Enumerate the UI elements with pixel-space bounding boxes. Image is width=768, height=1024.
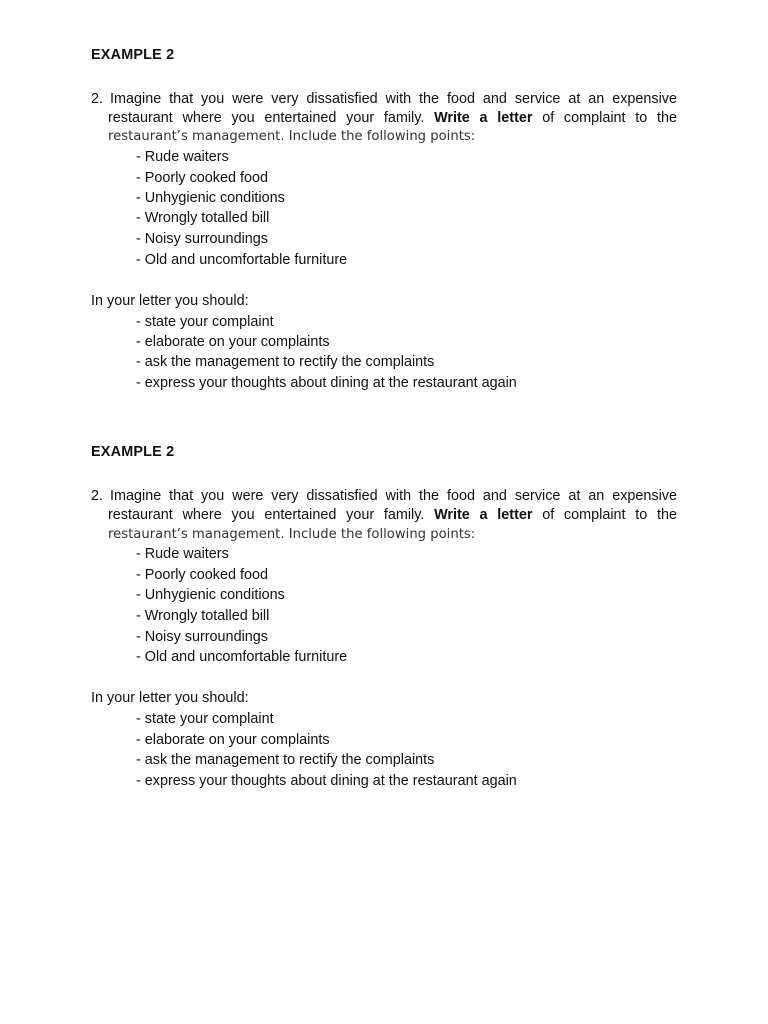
question-number: 2.: [91, 91, 104, 107]
question-line-2-prefix: restaurant where you entertained your family.: [108, 507, 425, 523]
question-line-3: restaurant’s management. Include the following points:: [108, 129, 476, 144]
list-item: - express your thoughts about dining at the restaurant again: [136, 375, 517, 391]
list-item: - ask the management to rectify the complaints: [136, 752, 435, 768]
instructions-intro: In your letter you should:: [91, 293, 249, 309]
question-number: 2.: [91, 488, 104, 504]
question-line-2-bold: Write a letter: [434, 507, 533, 523]
list-item: - Poorly cooked food: [136, 567, 268, 583]
list-item: - Old and uncomfortable furniture: [136, 252, 348, 268]
question-line-2-prefix: restaurant where you entertained your family.: [108, 110, 425, 126]
question-line-2-suffix: of complaint to the: [542, 507, 677, 523]
question-line-2-bold: Write a letter: [434, 110, 533, 126]
list-item: - elaborate on your complaints: [136, 732, 330, 748]
question-line-2: [108, 508, 677, 522]
instructions-intro: In your letter you should:: [91, 690, 249, 706]
question-line-1: Imagine that you were very dissatisfied with the food and service at an expensive: [110, 488, 677, 504]
list-item: - Unhygienic conditions: [136, 587, 285, 603]
question-line-3: restaurant’s management. Include the following points:: [108, 527, 476, 542]
example-heading: EXAMPLE 2: [91, 444, 175, 460]
list-item: - Poorly cooked food: [136, 170, 268, 186]
list-item: - Old and uncomfortable furniture: [136, 649, 348, 665]
list-item: - Rude waiters: [136, 149, 229, 165]
question-line-1: Imagine that you were very dissatisfied with the food and service at an expensive: [110, 91, 677, 107]
list-item: - express your thoughts about dining at the restaurant again: [136, 773, 517, 789]
list-item: - elaborate on your complaints: [136, 334, 330, 350]
list-item: - Unhygienic conditions: [136, 190, 285, 206]
list-item: - state your complaint: [136, 711, 274, 727]
list-item: - Rude waiters: [136, 546, 229, 562]
question-line-2: [108, 111, 677, 125]
list-item: - Noisy surroundings: [136, 231, 268, 247]
question-line-2-suffix: of complaint to the: [542, 110, 677, 126]
list-item: - state your complaint: [136, 314, 274, 330]
list-item: - ask the management to rectify the complaints: [136, 354, 435, 370]
list-item: - Noisy surroundings: [136, 629, 268, 645]
list-item: - Wrongly totalled bill: [136, 210, 270, 226]
example-heading: EXAMPLE 2: [91, 47, 175, 63]
list-item: - Wrongly totalled bill: [136, 608, 270, 624]
